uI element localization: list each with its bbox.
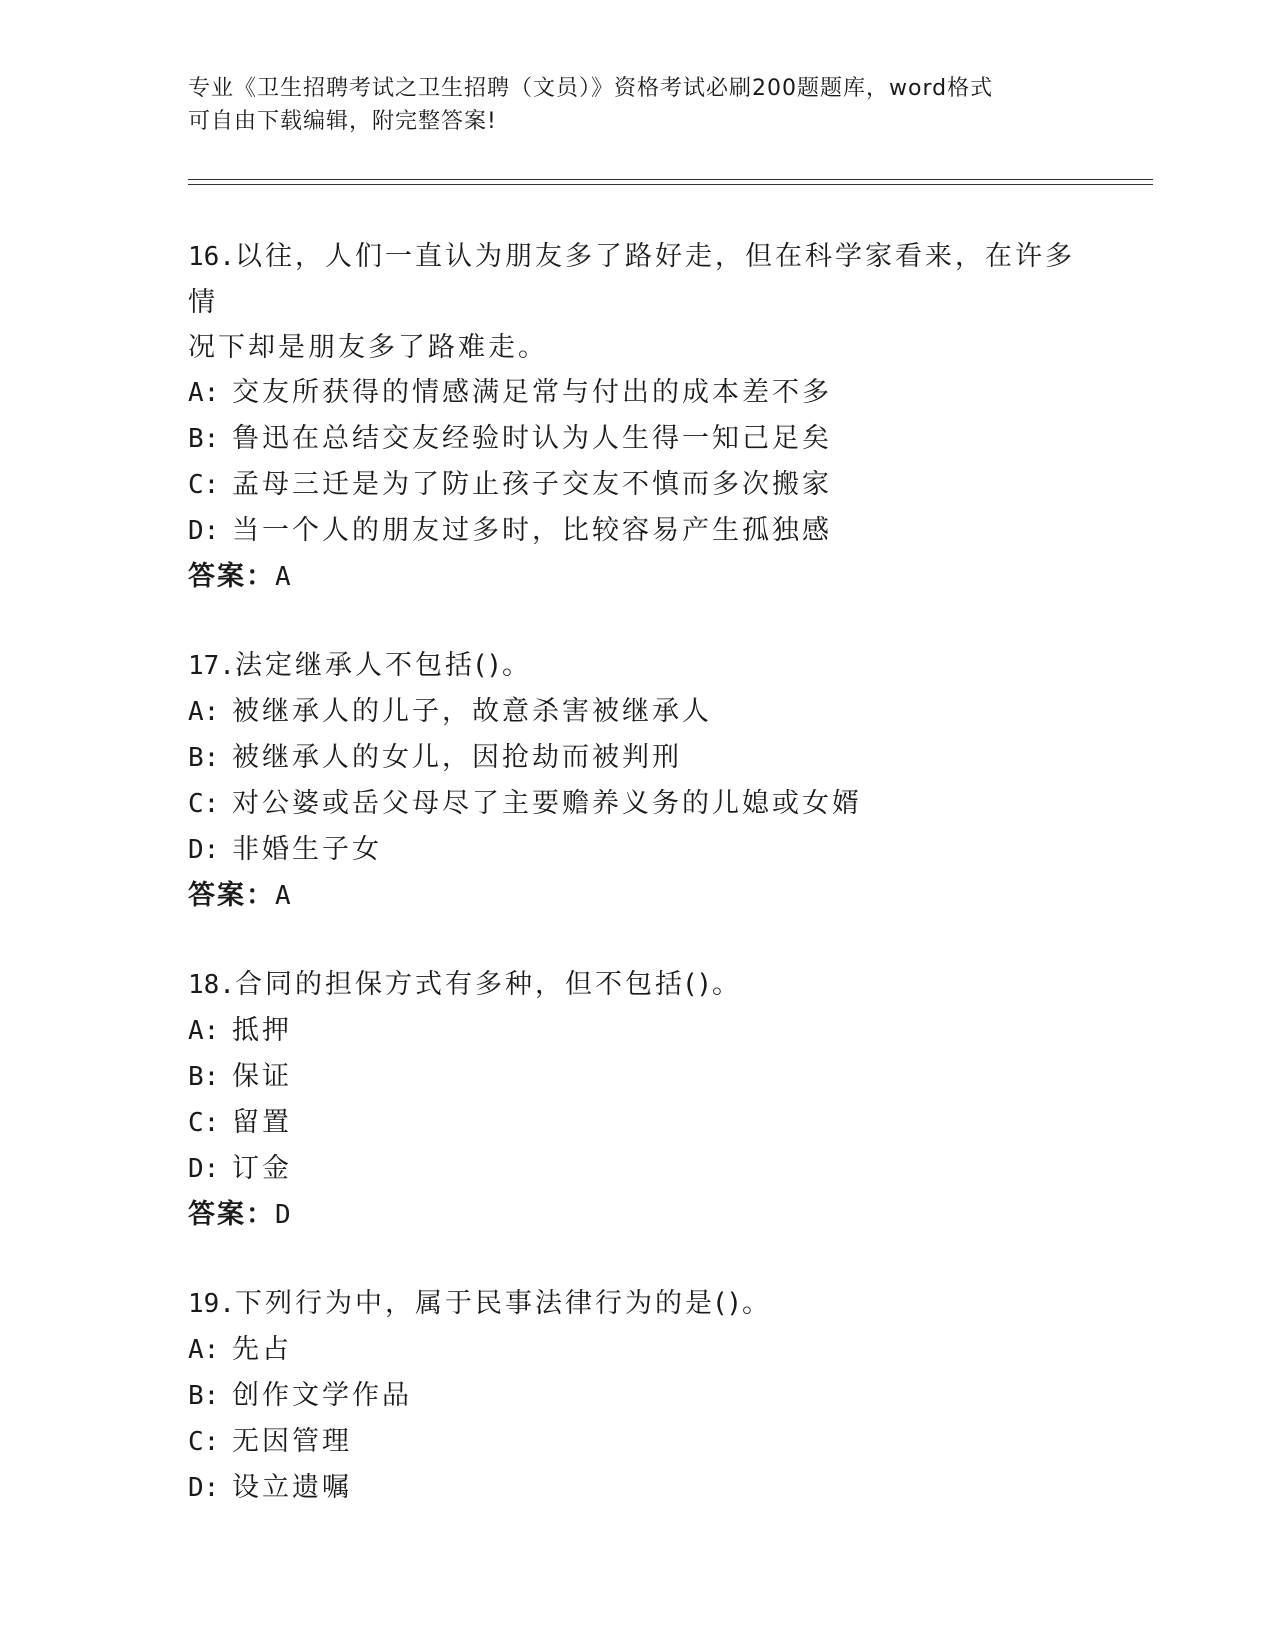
option-key: B: bbox=[188, 743, 220, 773]
answer-value: A bbox=[275, 881, 293, 911]
option-c bbox=[188, 1100, 1088, 1146]
header-divider-bottom bbox=[188, 184, 1153, 185]
question-stem-line-1: 合同的担保方式有多种，但不包括()。 bbox=[234, 969, 743, 1000]
option-text: 抵押 bbox=[232, 1015, 292, 1046]
option-key: C: bbox=[188, 1108, 220, 1138]
option-key: B: bbox=[188, 424, 220, 454]
option-text: 交友所获得的情感满足常与付出的成本差不多 bbox=[232, 377, 832, 408]
question-stem-line-2: 况下却是朋友多了路难走。 bbox=[188, 332, 548, 363]
option-key: D: bbox=[188, 1154, 220, 1184]
option-key: D: bbox=[188, 1473, 220, 1503]
option-key: A: bbox=[188, 1016, 220, 1046]
option-text: 先占 bbox=[232, 1334, 292, 1365]
option-d bbox=[188, 827, 1088, 873]
question-19 bbox=[188, 1281, 1088, 1511]
option-a bbox=[188, 689, 1088, 735]
option-text: 无因管理 bbox=[232, 1426, 352, 1457]
option-key: D: bbox=[188, 516, 220, 546]
option-text: 被继承人的女儿，因抢劫而被判刑 bbox=[232, 742, 682, 773]
option-key: B: bbox=[188, 1381, 220, 1411]
answer-value: D bbox=[275, 1200, 293, 1230]
question-number: 16. bbox=[188, 242, 235, 272]
question-17 bbox=[188, 643, 1088, 919]
answer-line bbox=[188, 873, 1088, 919]
question-number: 18. bbox=[188, 970, 235, 1000]
question-stem-line-1: 法定继承人不包括()。 bbox=[234, 650, 533, 681]
option-text: 当一个人的朋友过多时，比较容易产生孤独感 bbox=[232, 515, 832, 546]
option-text: 设立遗嘱 bbox=[232, 1472, 352, 1503]
option-d bbox=[188, 1146, 1088, 1192]
option-text: 订金 bbox=[232, 1153, 292, 1184]
answer-label: 答案： bbox=[188, 1199, 275, 1230]
option-d bbox=[188, 508, 1088, 554]
option-text: 创作文学作品 bbox=[232, 1380, 412, 1411]
option-text: 留置 bbox=[232, 1107, 292, 1138]
option-text: 孟母三迁是为了防止孩子交友不慎而多次搬家 bbox=[232, 469, 832, 500]
question-stem bbox=[188, 1281, 1088, 1327]
question-stem bbox=[188, 962, 1088, 1008]
option-key: B: bbox=[188, 1062, 220, 1092]
answer-label: 答案： bbox=[188, 880, 275, 911]
option-b bbox=[188, 735, 1088, 781]
question-stem bbox=[188, 643, 1088, 689]
header-line-2: 可自由下载编辑，附完整答案! bbox=[188, 109, 497, 134]
question-list bbox=[188, 234, 1088, 1554]
question-16 bbox=[188, 234, 1088, 600]
option-d bbox=[188, 1465, 1088, 1511]
document-header bbox=[188, 72, 1088, 138]
option-b bbox=[188, 416, 1088, 462]
option-key: A: bbox=[188, 378, 220, 408]
option-b bbox=[188, 1373, 1088, 1419]
option-c bbox=[188, 781, 1088, 827]
question-stem-line-1: 下列行为中，属于民事法律行为的是()。 bbox=[234, 1288, 773, 1319]
answer-line bbox=[188, 1192, 1088, 1238]
option-c bbox=[188, 1419, 1088, 1465]
question-number: 17. bbox=[188, 651, 235, 681]
option-a bbox=[188, 1008, 1088, 1054]
question-stem-line-1: 以往，人们一直认为朋友多了路好走，但在科学家看来，在许多情 bbox=[188, 241, 1075, 318]
option-text: 鲁迅在总结交友经验时认为人生得一知己足矣 bbox=[232, 423, 832, 454]
option-a bbox=[188, 370, 1088, 416]
option-text: 非婚生子女 bbox=[232, 834, 382, 865]
answer-value: A bbox=[275, 562, 293, 592]
option-key: A: bbox=[188, 697, 220, 727]
answer-label: 答案： bbox=[188, 561, 275, 592]
option-key: C: bbox=[188, 1427, 220, 1457]
option-text: 对公婆或岳父母尽了主要赡养义务的儿媳或女婿 bbox=[232, 788, 862, 819]
option-key: D: bbox=[188, 835, 220, 865]
option-text: 保证 bbox=[232, 1061, 292, 1092]
option-key: C: bbox=[188, 470, 220, 500]
header-divider-top bbox=[188, 179, 1153, 180]
option-a bbox=[188, 1327, 1088, 1373]
question-stem bbox=[188, 234, 1088, 325]
header-line-1: 专业《卫生招聘考试之卫生招聘（文员）》资格考试必刷200题题库，word格式 bbox=[188, 76, 994, 101]
option-key: C: bbox=[188, 789, 220, 819]
option-c bbox=[188, 462, 1088, 508]
option-text: 被继承人的儿子，故意杀害被继承人 bbox=[232, 696, 712, 727]
option-key: A: bbox=[188, 1335, 220, 1365]
option-b bbox=[188, 1054, 1088, 1100]
question-number: 19. bbox=[188, 1289, 235, 1319]
question-18 bbox=[188, 962, 1088, 1238]
answer-line bbox=[188, 554, 1088, 600]
